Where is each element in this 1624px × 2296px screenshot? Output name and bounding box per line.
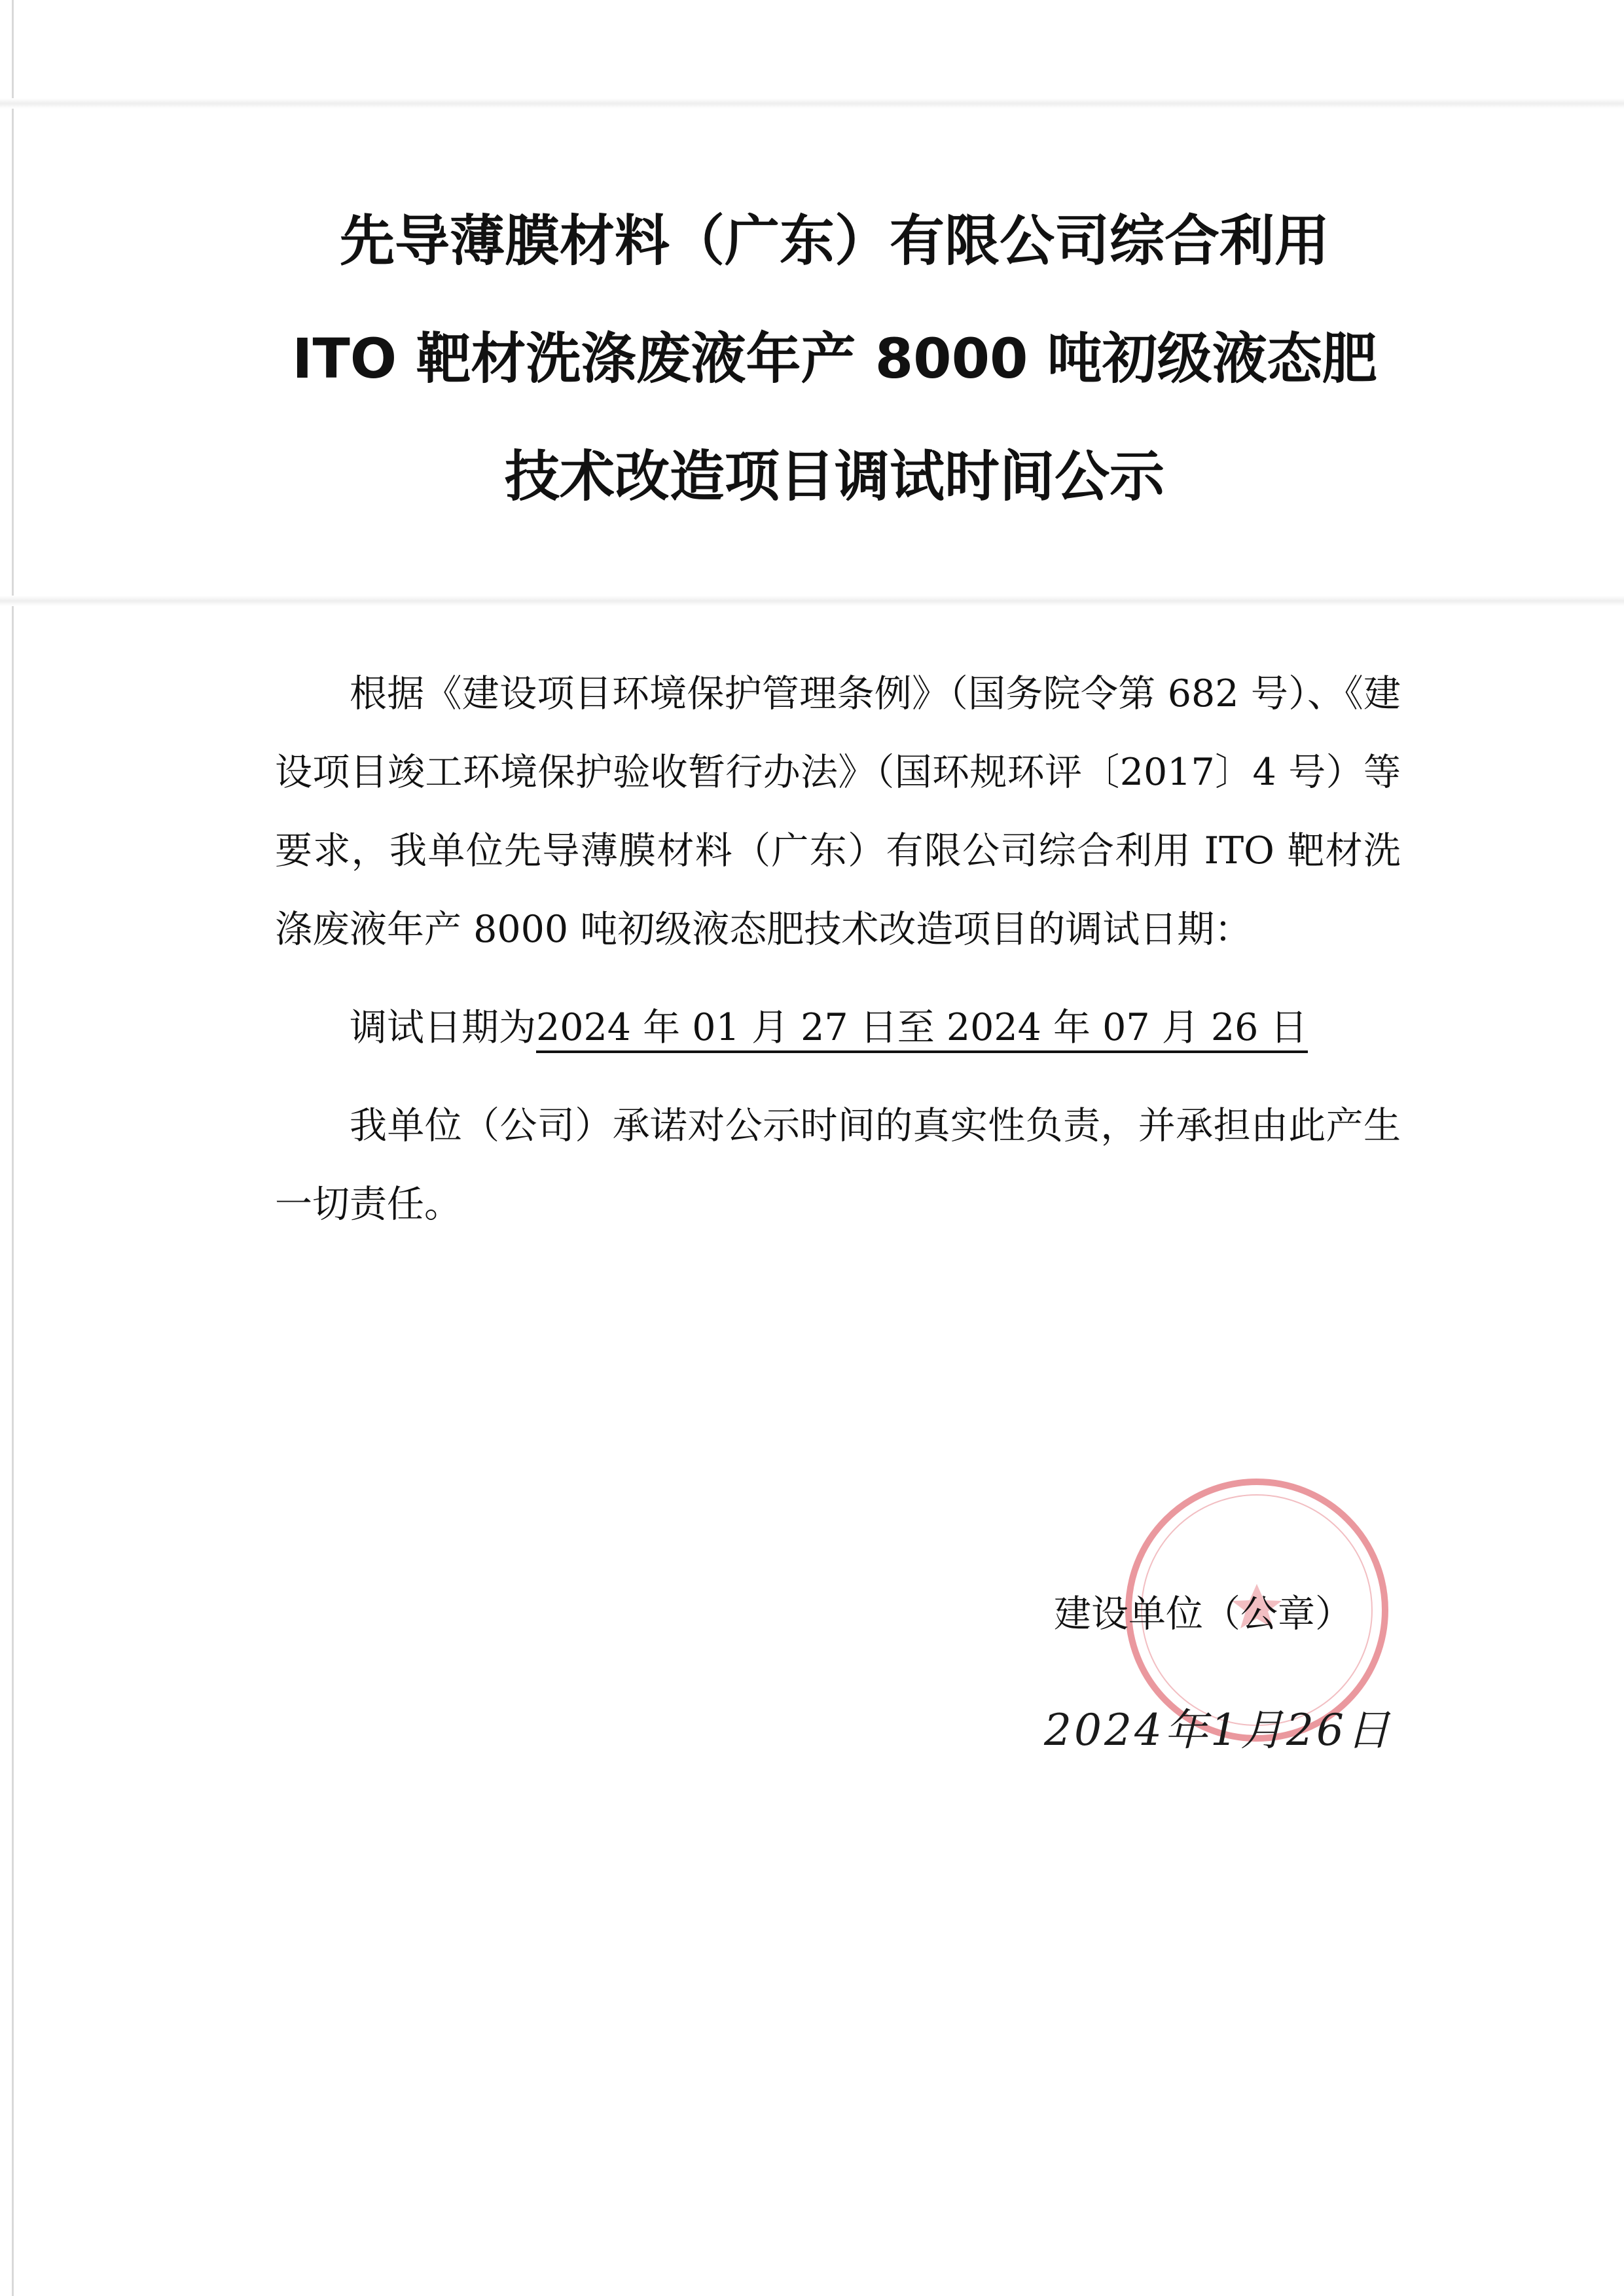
scan-band-top — [0, 98, 1624, 109]
document-title — [196, 182, 1473, 535]
scan-edge — [12, 0, 14, 2296]
scan-band-middle — [0, 596, 1624, 606]
period-label: 调试日期为 — [350, 1006, 536, 1049]
paragraph-commitment: 我单位（公司）承诺对公示时间的真实性负责，并承担由此产生一切责任。 — [275, 1104, 1401, 1226]
paragraph-period — [275, 988, 1401, 1067]
signature-unit: 建设单位（公章） — [1054, 1592, 1352, 1636]
period-value: 2024 年 01 月 27 日至 2024 年 07 月 26 日 — [536, 1006, 1308, 1053]
paragraph-basis: 根据《建设项目环境保护管理条例》（国务院令第 682 号）、《建设项目竣工环境保护验收暂行办法》（国环规环评〔2017〕4 号）等要求，我单位先导薄膜材料（广东）有限公司综合利用 ITO 靶材洗涤废液年产 8000 吨初级液态肥技术改造项目的调试日期： — [275, 672, 1401, 951]
document-body — [275, 655, 1401, 1244]
title-line-2: ITO 靶材洗涤废液年产 8000 吨初级液态肥 — [292, 327, 1377, 391]
signature-date: 2024年1月26日 — [1044, 1705, 1392, 1755]
title-line-1: 先导薄膜材料（广东）有限公司综合利用 — [339, 209, 1329, 273]
title-line-3: 技术改造项目调试时间公示 — [504, 444, 1164, 509]
